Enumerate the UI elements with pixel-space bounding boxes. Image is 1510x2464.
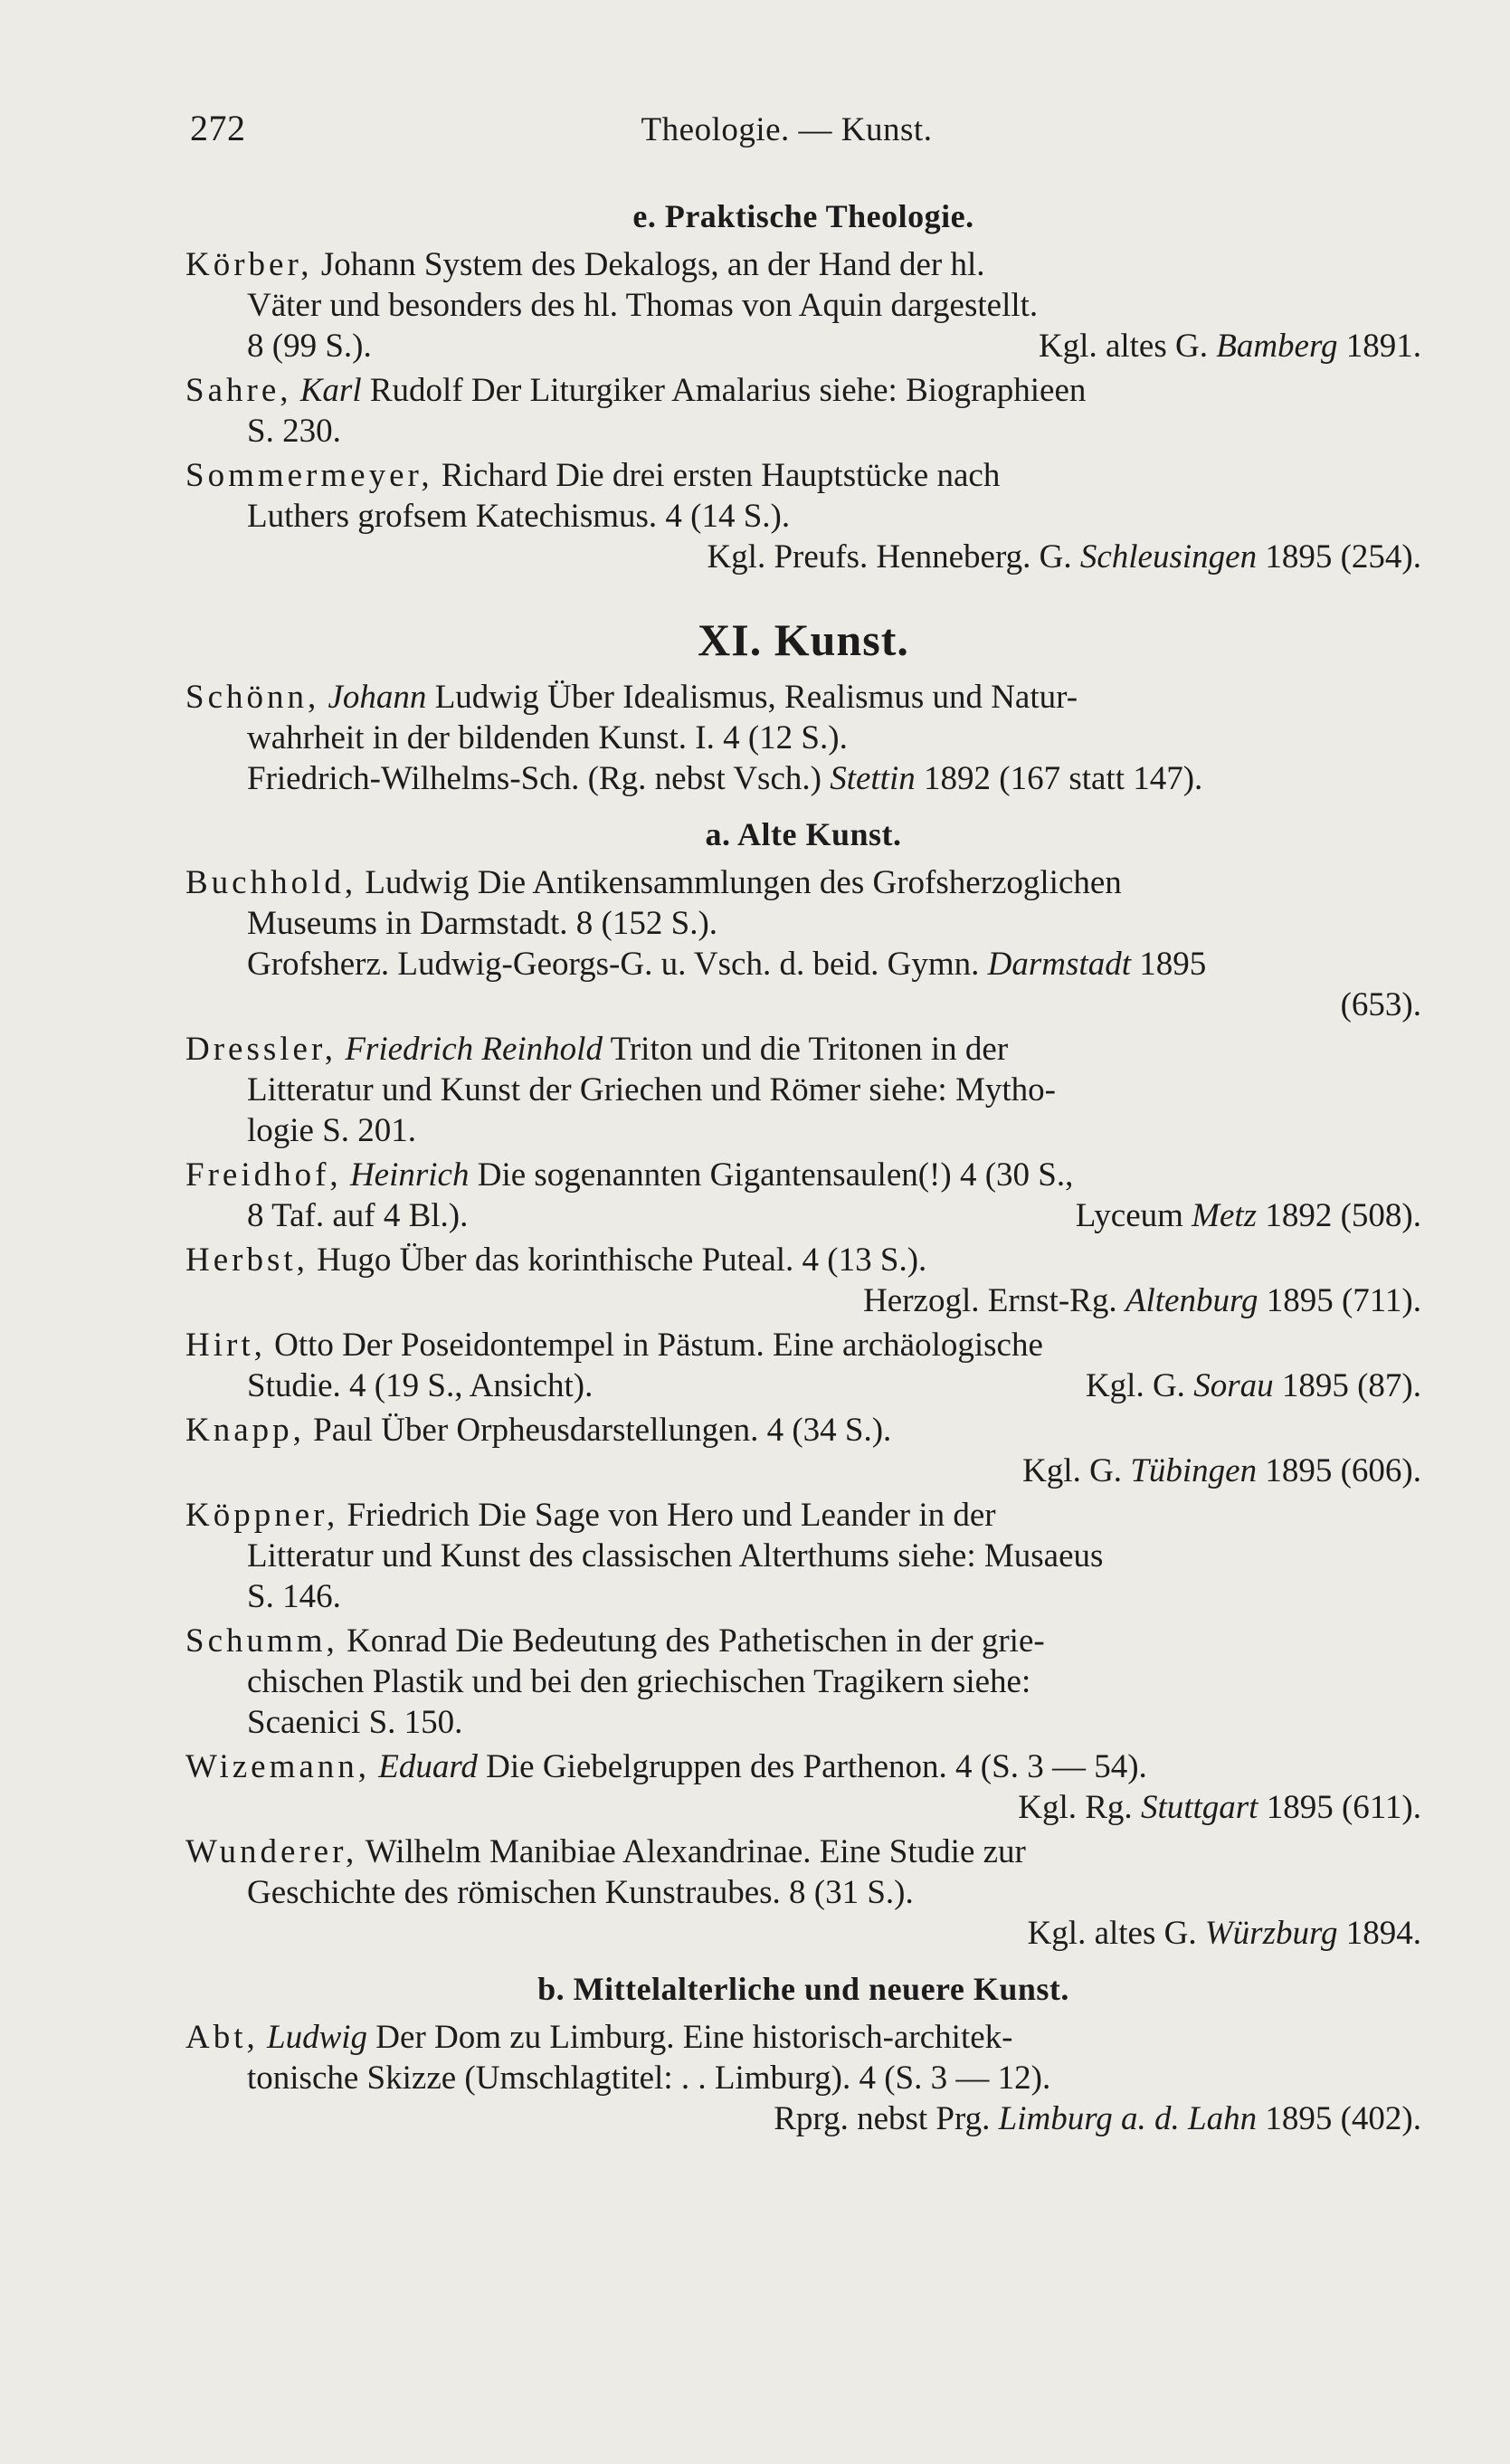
running-title: Theologie. — Kunst. — [641, 111, 933, 148]
page-number: 272 — [190, 108, 246, 148]
page-header — [190, 107, 1383, 161]
bibliography-entry: Freidhof, Heinrich Die sogenannten Gigantensaulen(!) 4 (30 S., 8 Taf. auf 4 Bl.). Lyceum Metz 1892 (508). — [185, 1156, 1421, 1234]
bibliography-entry: Schumm, Konrad Die Bedeutung des Pathetischen in der grie- chischen Plastik und bei den griechischen Tragikern siehe: Scaenici S. 150. — [185, 1622, 1045, 1741]
page-content — [185, 181, 1421, 2143]
bibliography-entry: Hirt, Otto Der Poseidontempel in Pästum. Eine archäologische Studie. 4 (19 S., Ansicht). Kgl. G. Sorau 1895 (87). — [185, 1327, 1421, 1404]
section-heading-neuere-kunst: b. Mittelalterliche und neuere Kunst. — [537, 1971, 1069, 2007]
bibliography-entry: Wizemann, Eduard Die Giebelgruppen des Parthenon. 4 (S. 3 — 54). Kgl. Rg. Stuttgart 1895 (611). — [185, 1748, 1421, 1826]
bibliography-entry: Herbst, Hugo Über das korinthische Puteal. 4 (13 S.). Herzogl. Ernst-Rg. Altenburg 1895 (711). — [185, 1242, 1421, 1319]
bibliography-entry: Köppner, Friedrich Die Sage von Hero und Leander in der Litteratur und Kunst des classischen Alterthums siehe: Musaeus S. 146. — [185, 1497, 1104, 1615]
bibliography-entry: Knapp, Paul Über Orpheusdarstellungen. 4 (34 S.). Kgl. G. Tübingen 1895 (606). — [185, 1412, 1421, 1489]
bibliography-entry: Wunderer, Wilhelm Manibiae Alexandrinae. Eine Studie zur Geschichte des römischen Kunstraubes. 8 (31 S.). Kgl. altes G. Würzburg 1894. — [185, 1833, 1421, 1952]
section-heading-alte-kunst: a. Alte Kunst. — [705, 816, 902, 852]
bibliography-entry: Sommermeyer, Richard Die drei ersten Hauptstücke nach Luthers grofsem Katechismus. 4 (14 S.). Kgl. Preufs. Henneberg. G. Schleusingen 1895 (254). — [185, 457, 1421, 576]
bibliography-entry: Buchhold, Ludwig Die Antikensammlungen des Grofsherzoglichen Museums in Darmstadt. 8 (152 S.). Grofsherz. Ludwig-Georgs-G. u. Vsch. d. beid. Gymn. Darmstadt 1895 (653). — [185, 864, 1421, 1023]
bibliography-entry: Körber, Johann System des Dekalogs, an der Hand der hl. Väter und besonders des hl. Thomas von Aquin dargestellt. 8 (99 S.). Kgl. altes G. Bamberg 1891. — [185, 246, 1421, 365]
bibliography-entry: Schönn, Johann Ludwig Über Idealismus, Realismus und Natur- wahrheit in der bildenden Kunst. I. 4 (12 S.). Friedrich-Wilhelms-Sch. (Rg. nebst Vsch.) Stettin 1892 (167 statt 147). — [185, 679, 1203, 797]
bibliography-entry: Abt, Ludwig Der Dom zu Limburg. Eine historisch-architek- tonische Skizze (Umschlagtitel: . . Limburg). 4 (S. 3 — 12). Rprg. nebst Prg. Limburg a. d. Lahn 1895 (402). — [185, 2019, 1421, 2137]
section-heading-praktische-theologie: e. Praktische Theologie. — [632, 198, 974, 234]
bibliography-entry: Sahre, Karl Rudolf Der Liturgiker Amalarius siehe: Biographieen S. 230. — [185, 372, 1087, 450]
bibliography-entry: Dressler, Friedrich Reinhold Triton und die Tritonen in der Litteratur und Kunst der Griechen und Römer siehe: Mytho- logie S. 201. — [185, 1031, 1056, 1149]
section-heading-kunst: XI. Kunst. — [698, 614, 909, 665]
